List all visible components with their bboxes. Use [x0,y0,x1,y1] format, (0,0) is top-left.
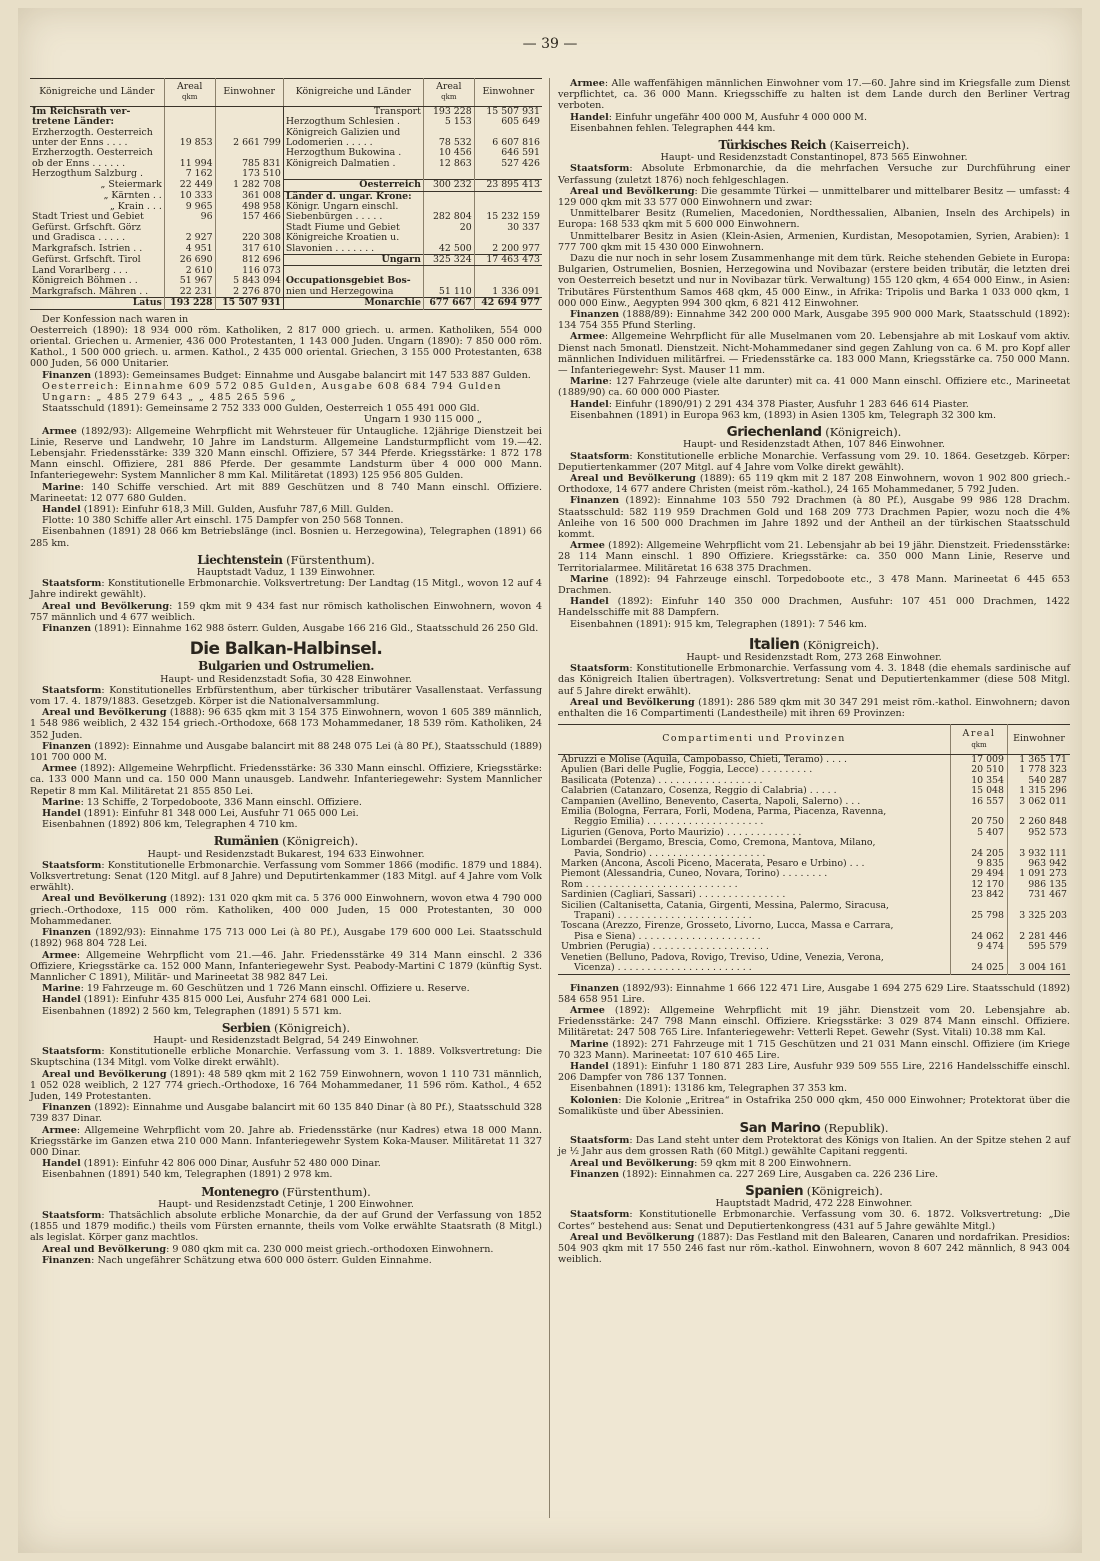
population-cell: 15 507 931 [474,107,542,117]
population-cell: 527 426 [474,159,542,169]
montenegro-heading: Montenegro (Fürstenthum). [201,1184,371,1199]
se-pop: Areal und Bevölkerung (1891): 48 589 qkm mit 2 162 759 Einwohnern, wovon 1 110 731 männlich, 1 052 028 weiblich, 2 127 774 griech.-Orthodoxe, 16 764 Mohammedaner, 11 596 röm. Kathol., 4 652 Juden, 149 Protestanten. [30,1068,542,1102]
gr-navy: Marine (1892): 94 Fahrzeuge einschl. Torpedoboote etc., 3 478 Mann. Marineetat 6 445 653 Drachmen. [558,573,1070,596]
province-name: Pavia, Sondrio) . . . . . . . . . . . . . . . . . . . . [574,848,766,859]
kt-header-area-2: Areal qkm [423,79,474,107]
tu-trade: Handel: Einfuhr (1890/91) 2 291 434 378 Piaster, Ausfuhr 1 283 646 614 Piaster. [570,398,969,410]
province-area: 9 835 [951,859,1008,869]
area-cell: 282 804 [423,212,474,222]
land-name-cell: Königreich Galizien und [283,128,423,138]
land-name-cell: Markgrafsch. Istrien . . [32,242,143,254]
population-cell [215,117,283,127]
province-population: 1 091 273 [1008,869,1071,879]
at-rail: Eisenbahnen (1891) 28 066 km Betriebslänge (incl. Bosnien u. Herzegowina), Telegraphen (1891) 66 285 km. [30,526,542,549]
population-cell: 2 200 977 [474,244,542,255]
land-name-cell: Oesterreich [283,180,423,191]
at-navy: Marine: 140 Schiffe verschied. Art mit 889 Geschützen und 8 740 Mann einschl. Offiziere. Marineetat: 12 077 680 Gulden. [30,481,542,504]
land-name-cell: Königr. Ungarn einschl. [283,202,423,212]
area-cell: 96 [164,212,215,222]
confession-intro: Der Konfession nach waren in [42,313,189,325]
sum-cell: 677 667 [423,298,474,309]
population-cell [474,266,542,276]
area-cell: 22 231 [164,287,215,298]
tu-fin: Finanzen (1888/89): Einnahme 342 200 000 Mark, Ausgabe 395 900 000 Mark, Staatsschuld (1892): 134 754 355 Pfund Sterling. [558,309,1070,332]
bulgaria-heading: Bulgarien und Ostrumelien. [198,659,374,674]
area-cell: 193 228 [423,107,474,117]
land-name-cell: Gefürst. Grfschft. Görz [32,221,141,233]
population-cell: 812 696 [215,255,283,266]
province-area: 17 009 [951,754,1008,765]
at-budget-hungary: Ungarn: „ 485 279 643 „ „ 485 265 596 „ [42,391,297,403]
province-name: Umbrien (Perugia) . . . . . . . . . . . . . . . . . . . . [561,942,769,953]
liechtenstein-heading: Liechtenstein (Fürstenthum). [197,552,375,567]
area-cell: 5 153 [423,117,474,127]
province-name: Campanien (Avellino, Benevento, Caserta, Napoli, Salerno) . . . [561,796,861,807]
population-cell: 646 591 [474,148,542,158]
province-population: 3 932 111 [1008,849,1071,859]
tu-europe: Unmittelbarer Besitz (Rumelien, Macedonien, Nordthessalien, Albanien, Inseln des Archipels) in Europa: 168 533 qkm mit 5 600 000 Einwohnern. [558,208,1070,231]
area-cell [164,107,215,117]
it-colonies: Kolonien: Die Kolonie „Eritrea“ in Ostafrika 250 000 qkm, 450 000 Einwohner; Protektorat über die Somaliküste und über Abessinien. [558,1094,1070,1117]
province-population: 2 281 446 [1008,932,1071,942]
land-name-cell: tretene Länder: [32,116,114,128]
italy-capital: Haupt- und Residenzstadt Rom, 273 268 Einwohner. [686,651,942,663]
me-trade: Handel: Einfuhr ungefähr 400 000 M, Ausfuhr 4 000 000 M. [570,111,868,123]
province-name-line: Lombardei (Bergamo, Brescia, Como, Cremona, Mantova, Milano, [561,837,876,849]
serbia-heading: Serbien (Königreich). [221,1020,351,1035]
tu-other: Dazu die nur noch in sehr losem Zusammenhange mit dem türk. Reiche stehenden Gebiete in Europa: Bulgarien, Ostrumelien, Bosnien, Herzegowina und Novibazar (erstere beiden tributär, die letzten drei von Oesterreich besetzt und nur in Novibazar türk. Verwaltung) 155 120 qkm, 4 654 000 Einw., in Asien: Tributäres Fürstenthum Samos 468 qkm, 45 000 Einw., in Afrika: Tripolis und Barka 1 033 000 qkm, 1 000 000 Einw., Aegypten 994 300 qkm, 6 821 412 Einwohner. [558,253,1070,309]
left-column [30,78,542,1266]
area-cell: 300 232 [423,180,474,191]
land-name-cell: Erzherzogth. Oesterreich [32,126,153,138]
land-name-cell [283,169,423,179]
province-area: 24 205 [951,849,1008,859]
province-population: 952 573 [1008,828,1071,838]
it-rail: Eisenbahnen (1891): 13186 km, Telegraphen 37 353 km. [570,1083,848,1095]
ru-rail: Eisenbahnen (1892) 2 560 km, Telegraphen (1891) 5 571 km. [42,1005,342,1017]
land-name-cell: Erzherzogth. Oesterreich [32,147,153,159]
ru-navy: Marine: 19 Fahrzeuge m. 60 Geschützen und 1 726 Mann einschl. Offiziere u. Reserve. [42,983,470,995]
area-cell: 10 456 [423,148,474,158]
province-name-line: Toscana (Arezzo, Firenze, Grosseto, Livorno, Lucca, Massa e Carrara, [561,920,894,932]
area-cell: 9 965 [164,202,215,212]
se-army: Armee: Allgemeine Wehrpflicht vom 20. Jahre ab. Friedensstärke (nur Kadres) etwa 18 000 Mann. Kriegsstärke im Ganzen etwa 210 000 Mann. Infanteriegewehr System Koka-Mauser. Militäretat 11 327 000 Dinar. [30,1124,542,1158]
ru-pop: Areal und Bevölkerung (1892): 131 020 qkm mit ca. 5 376 000 Einwohnern, wovon etwa 4 790 000 griech.-Orthodoxe, 115 000 röm. Katholiken, 400 000 Juden, 15 000 Protestanten, 30 000 Mohammedaner. [30,893,542,927]
population-cell: 5 843 094 [215,276,283,286]
province-area: 24 025 [951,963,1008,974]
serbia-capital: Haupt- und Residenzstadt Belgrad, 54 249 Einwohner. [153,1034,419,1046]
province-area: 12 170 [951,880,1008,890]
province-population: 731 467 [1008,890,1071,900]
column-rule [549,78,550,1518]
population-cell: 157 466 [215,212,283,222]
area-cell: 78 532 [423,138,474,148]
sm-state: Staatsform: Das Land steht unter dem Protektorat des Königs von Italien. An der Spitze stehen 2 auf je ½ Jahr aus dem grossen Rath (60 Mitgl.) gewählte Capitani reggenti. [558,1135,1070,1158]
newspaper-page [18,8,1082,1553]
ru-state: Staatsform: Konstitutionelle Erbmonarchie. Verfassung vom Sommer 1866 (modific. 1879 und 1884). Volksvertretung: Senat (120 Mitgl. auf 8 Jahre) und Deputirtenkammer (183 Mitgl. auf 4 Jahre vom Volk erwählt). [30,859,542,894]
mo-state: Staatsform: Thatsächlich absolute erbliche Monarchie, da der auf Grund der Verfassung von 1852 (1855 und 1879 modific.) theils vom Fürsten ernannte, theils vom Volke erwählte Staatsrath (8 Mitgl.) als legislat. Körper ganz machtlos. [30,1209,542,1244]
population-cell: 6 607 816 [474,138,542,148]
at-fleet: Flotte: 10 380 Schiffe aller Art einschl. 175 Dampfer von 250 568 Tonnen. [42,515,404,527]
province-population: 986 135 [1008,880,1071,890]
romania-capital: Haupt- und Residenzstadt Bukarest, 194 633 Einwohner. [147,848,425,860]
area-cell: 2 610 [164,266,215,276]
table-row [30,244,542,255]
population-cell: 17 463 473 [474,255,542,266]
province-population: 3 004 161 [1008,963,1071,974]
gr-fin: Finanzen (1892): Einnahme 103 550 792 Drachmen (à 80 Pf.), Ausgabe 99 986 128 Drachm. Staatsschuld: 582 119 959 Drachmen Gold und 168 209 773 Drachmen Papier, wozu noch die 4% Anleihe von 16 500 000 Drachmen im Jahre 1892 und der Antheil an der türkischen Staatsschuld kommt. [558,495,1070,540]
bu-rail: Eisenbahnen (1892) 806 km, Telegraphen 4 710 km. [42,819,298,831]
province-name: Rom . . . . . . . . . . . . . . . . . . . . . . . . . . [561,879,738,890]
province-name: Marken (Ancona, Ascoli Piceno, Macerata, Pesaro e Urbino) . . . [561,859,865,870]
land-name-cell: Stadt Triest und Gebiet [32,211,144,223]
ru-trade: Handel (1891): Einfuhr 435 815 000 Lei, Ausfuhr 274 681 000 Lei. [42,994,371,1006]
population-cell [474,191,542,202]
land-name-cell: Königreich Dalmatien . [283,159,423,169]
land-name-cell: Land Vorarlberg . . . [32,264,128,276]
tu-rail: Eisenbahnen (1891) in Europa 963 km, (1893) in Asien 1305 km, Telegraph 32 300 km. [570,409,997,421]
pt-header-provinces: Compartimenti und Provinzen [558,725,951,755]
me-army: Armee: Alle waffenfähigen männlichen Einwohner vom 17.—60. Jahre sind im Kriegsfalle zum Dienst verpflichtet, ca. 36 000 Mann. Kriegsschiffe zu halten ist dem Lande durch den Berliner Vertrag verboten. [558,78,1070,112]
province-population: 3 062 011 [1008,797,1071,807]
area-cell: 26 690 [164,255,215,266]
area-cell [423,191,474,202]
province-name: Reggio Emilia) . . . . . . . . . . . . . . . . . . . . [574,817,764,828]
me-rail: Eisenbahnen fehlen. Telegraphen 444 km. [570,122,776,134]
sp-state: Staatsform: Konstitutionelle Erbmonarchie. Verfassung vom 30. 6. 1872. Volksvertretung: „Die Cortes“ bestehend aus: Senat und Deputiertenkongress (431 auf 5 Jahre gewählte Mitgl.) [558,1209,1070,1232]
province-area: 24 062 [951,932,1008,942]
bu-pop: Areal und Bevölkerung (1888): 96 635 qkm mit 3 154 375 Einwohnern, wovon 1 605 389 männlich, 1 548 986 weiblich, 2 432 154 griech.-Orthodoxe, 668 173 Mohammedaner, 18 539 röm. Katholiken, 24 352 Juden. [30,707,542,741]
bu-army: Armee (1892): Allgemeine Wehrpflicht. Friedensstärke: 36 330 Mann einschl. Offiziere, Kriegsstärke: ca. 133 000 Mann und ca. 150 000 Mann unausgeb. Landwehr. Infanteriegewehr: System Mannlicher Repetir 8 mm Kal. Militäretat 21 855 850 Lei. [30,763,542,797]
it-trade: Handel (1891): Einfuhr 1 180 871 283 Lire, Ausfuhr 939 509 555 Lire, 2216 Handelsschiffe einschl. 206 Dampfer von 786 137 Tonnen. [558,1060,1070,1084]
spain-heading: Spanien (Königreich). [745,1182,883,1199]
sum-cell: Latus [30,298,164,309]
at-finance: Finanzen (1893): Gemeinsames Budget: Einnahme und Ausgabe balancirt mit 147 533 887 Gulden. [42,369,531,381]
province-population: 963 942 [1008,859,1071,869]
area-cell: 7 162 [164,169,215,179]
sum-cell: Monarchie [283,298,423,309]
bulgaria-capital: Haupt- und Residenzstadt Sofia, 30 428 Einwohner. [160,673,412,685]
population-cell: 498 958 [215,202,283,212]
area-cell: 42 500 [423,244,474,255]
population-cell: 2 661 799 [215,138,283,148]
kt-header-area-1: Areal qkm [164,79,215,107]
greece-capital: Haupt- und Residenzstadt Athen, 107 846 Einwohner. [683,439,945,451]
ru-army: Armee: Allgemeine Wehrpflicht vom 21.—46. Jahr. Friedensstärke 49 314 Mann einschl. 2 336 Offiziere, Kriegsstärke ca. 152 000 Mann, Infanteriegewehr Syst. Peabody-Martini C 1879 (künftig Syst. Mannlicher C 1891), Militär- und Marineetat 38 982 847 Lei. [30,949,542,983]
land-name-cell: Siebenbürgen . . . . . [283,212,423,222]
province-name: Ligurien (Genova, Porto Maurizio) . . . . . . . . . . . . . [561,827,802,838]
tu-navy: Marine: 127 Fahrzeuge (viele alte darunter) mit ca. 41 000 Mann einschl. Offiziere etc., Marineetat (1889/90) ca. 60 000 000 Piaster. [558,376,1070,399]
province-name: Calabrien (Catanzaro, Cosenza, Reggio di Calabria) . . . . . [561,786,837,797]
population-cell: 605 649 [474,117,542,127]
area-cell [164,117,215,127]
gr-rail: Eisenbahnen (1891): 915 km, Telegraphen (1891): 7 546 km. [570,618,867,630]
land-name-cell: unter der Enns . . . . [32,137,128,149]
area-cell: 11 994 [164,159,215,169]
population-cell: 361 008 [215,191,283,202]
area-cell: 22 449 [164,180,215,191]
se-trade: Handel (1891): Einfuhr 42 806 000 Dinar, Ausfuhr 52 480 000 Dinar. [42,1158,381,1170]
population-cell: 30 337 [474,223,542,233]
sum-cell: 15 507 931 [215,298,283,309]
bu-state: Staatsform: Konstitutionelles Erbfürstenthum, aber türkischer tributärer Vasallenstaat. Verfassung vom 17. 4. 1879/1883. Gesetzgeb. Körper ist die Nationalversammlung. [30,684,542,708]
land-name-cell: Lodomerien . . . . . [283,138,423,148]
population-cell: 785 831 [215,159,283,169]
province-population: 2 260 848 [1008,817,1071,827]
bu-fin: Finanzen (1892): Einnahme und Ausgabe balancirt mit 88 248 075 Lei (à 80 Pf.), Staatsschuld (1889) 101 700 000 M. [30,740,542,764]
land-name-cell: Königreiche Kroatien u. [283,233,423,243]
area-cell [423,169,474,179]
austria-hungary-table [30,78,542,310]
province-population: 1 365 171 [1008,754,1071,765]
table-sum-row [30,298,542,309]
province-area: 15 048 [951,786,1008,796]
province-area: 29 494 [951,869,1008,879]
land-name-cell: Länder d. ungar. Krone: [283,191,423,202]
at-army: Armee (1892/93): Allgemeine Wehrpflicht mit Wehrsteuer für Untaugliche. 12jährige Dienstzeit bei Linie, Reserve und Landwehr, 10 Jahre im Landsturm. Allgemeine Landsturmpflicht vom 19.—42. Lebensjahr. Friedensstärke: 339 320 Mann einschl. Offiziere, 57 344 Pferde. Kriegsstärke: 1 872 178 Mann einschl. Offiziere, 281 886 Pferde. Der gesammte Landsturm über 4 000 000 Mann. Infanteriegewehr: System Mannlicher 8 mm Kal. Militäretat (1893) 125 956 805 Gulden. [30,425,542,482]
tu-asia: Unmittelbarer Besitz in Asien (Klein-Asien, Armenien, Kurdistan, Mesopotamien, Syrien, Arabien): 1 777 700 qkm mit 15 430 000 Einwohnern. [558,230,1070,253]
tu-army: Armee: Allgemeine Wehrpflicht für alle Muselmanen vom 20. Lebensjahre ab mit Loskauf vom aktiv. Dienst nach 5monatl. Dienstzeit. Nicht-Mohammedaner sind gegen Zahlung von ca. 6 M. pro Kopf aller männlichen Individuen militärfrei. — Friedensstärke ca. 183 000 Mann, Kriegsstärke ca. 750 000 Mann. — Infanteriegewehr: Syst. Mauser 11 mm. [558,331,1070,377]
kt-header-lands-2: Königreiche und Länder [283,79,423,107]
bu-navy: Marine: 13 Schiffe, 2 Torpedoboote, 336 Mann einschl. Offiziere. [42,796,362,808]
land-name-cell: „ Steiermark [100,178,162,190]
greece-heading: Griechenland (Königreich). [726,424,902,441]
province-name: Trapani) . . . . . . . . . . . . . . . . . . . . . . . [574,911,752,922]
area-cell: 10 333 [164,191,215,202]
turkey-capital: Haupt- und Residenzstadt Constantinopel, 873 565 Einwohner. [660,152,968,164]
population-cell [474,169,542,179]
area-cell: 2 927 [164,233,215,243]
sm-pop: Areal und Bevölkerung: 59 qkm mit 8 200 Einwohnern. [570,1157,852,1169]
romania-heading: Rumänien (Königreich). [213,834,359,849]
province-population: 540 287 [1008,776,1071,786]
se-state: Staatsform: Konstitutionelle erbliche Monarchie. Verfassung vom 3. 1. 1889. Volksvertretung: Die Skuptschina (134 Mitgl. vom Volke direkt erwählt). [30,1046,542,1069]
kt-header-pop-2: Einwohner [474,79,542,107]
land-name-cell: Herzogthum Schlesien . [283,117,423,127]
sum-cell: 193 228 [164,298,215,309]
land-name-cell: Ungarn [283,255,423,266]
bu-trade: Handel (1891): Einfuhr 81 348 000 Lei, Ausfuhr 71 065 000 Lei. [42,808,359,820]
province-name-line: Sicilien (Caltanisetta, Catania, Girgenti, Messina, Palermo, Siracusa, [561,899,889,911]
pt-header-pop: Einwohner [1008,725,1071,755]
pt-header-area: Areal qkm [951,725,1008,755]
it-navy: Marine (1892): 271 Fahrzeuge mit 1 715 Geschützen und 21 031 Mann einschl. Offiziere (im Kriege 70 323 Mann). Marineetat: 107 610 465 Lire. [558,1038,1070,1061]
province-area: 16 557 [951,797,1008,807]
sm-fin: Finanzen (1892): Einnahmen ca. 227 269 Lire, Ausgaben ca. 226 236 Lire. [570,1168,939,1180]
province-area: 10 354 [951,776,1008,786]
province-name: Piemont (Alessandria, Cuneo, Novara, Torino) . . . . . . . . [561,869,828,880]
population-cell: 2 276 870 [215,287,283,298]
land-name-cell: Slavonien . . . . . . . [283,244,423,255]
land-name-cell: Herzogthum Bukowina . [283,148,423,158]
province-name-line: Venetien (Belluno, Padova, Rovigo, Treviso, Udine, Venezia, Verona, [561,951,884,963]
province-area: 20 750 [951,817,1008,827]
se-fin: Finanzen (1892): Einnahme und Ausgabe balancirt mit 60 135 840 Dinar (à 80 Pf.), Staatsschuld 328 739 837 Dinar. [30,1102,542,1125]
at-debt: Staatsschuld (1891): Gemeinsame 2 752 333 000 Gulden, Oesterreich 1 055 491 000 Gld. [42,403,480,415]
italy-provinces-table [558,724,1070,974]
liechtenstein-capital: Hauptstadt Vaduz, 1 139 Einwohner. [196,567,376,578]
province-area: 25 798 [951,911,1008,921]
montenegro-capital: Haupt- und Residenzstadt Cetinje, 1 200 Einwohner. [158,1198,414,1210]
area-cell: 20 [423,223,474,233]
balkan-heading: Die Balkan-Halbinsel. [189,639,383,660]
at-trade: Handel (1891): Einfuhr 618,3 Mill. Gulden, Ausfuhr 787,6 Mill. Gulden. [42,503,394,515]
province-name: Apulien (Bari delle Puglie, Foggia, Lecce) . . . . . . . . . [561,765,813,776]
italy-heading: Italien (Königreich). [748,634,880,653]
province-name: Abruzzi e Molise (Aquila, Campobasso, Chieti, Teramo) . . . . [561,754,848,765]
at-budget-austria: Oesterreich: Einnahme 609 572 085 Gulden, Ausgabe 608 684 794 Gulden [42,380,502,392]
population-cell: 23 895 413 [474,180,542,191]
area-cell: 51 110 [423,287,474,298]
land-name-cell: Transport [283,107,423,117]
kt-header-pop-1: Einwohner [215,79,283,107]
land-name-cell: Herzogthum Salzburg . [32,168,143,180]
land-name-cell: Stadt Fiume und Gebiet [283,223,423,233]
page-number: — 39 — [522,36,578,52]
population-cell: 220 308 [215,233,283,243]
province-name: Basilicata (Potenza) . . . . . . . . . . . . . . . . . . [561,775,763,786]
province-name: Vicenza) . . . . . . . . . . . . . . . . . . . . . . . [574,963,752,974]
province-name-line: Emilia (Bologna, Ferrara, Forli, Modena, Parma, Piacenza, Ravenna, [561,806,887,818]
population-cell: 15 232 159 [474,212,542,222]
area-cell [423,266,474,276]
province-population: 595 579 [1008,942,1071,952]
san-marino-heading: San Marino (Republik). [739,1119,889,1136]
gr-army: Armee (1892): Allgemeine Wehrpflicht vom 21. Lebensjahr ab bei 19 jähr. Dienstzeit. Friedensstärke: 28 114 Mann einschl. 1 890 Offiziere. Kriegsstärke: ca. 350 000 Mann Linie, Reserve und Territorialarmee. Militäretat 16 638 375 Drachmen. [558,540,1070,574]
area-cell: 19 853 [164,138,215,148]
province-population: 3 325 203 [1008,911,1071,921]
province-population: 1 315 296 [1008,786,1071,796]
gr-trade: Handel (1892): Einfuhr 140 350 000 Drachmen, Ausfuhr: 107 451 000 Drachmen, 1422 Handelsschiffe mit 88 Dampfern. [558,596,1070,619]
area-cell: 325 324 [423,255,474,266]
land-name-cell: ob der Enns . . . . . . [32,157,126,169]
li-pop: Areal und Bevölkerung: 159 qkm mit 9 434 fast nur römisch katholischen Einwohnern, wovon 4 757 männlich und 4 677 weiblich. [30,600,542,623]
ru-fin: Finanzen (1892/93): Einnahme 175 713 000 Lei (à 80 Pf.), Ausgabe 179 600 000 Lei. Staatsschuld (1892) 968 804 728 Lei. [30,927,542,950]
confession-text: Oesterreich (1890): 18 934 000 röm. Katholiken, 2 817 000 griech. u. armen. Katholiken, 554 000 oriental. Griechen u. Armenier, 436 000 Protestanten, 1 143 000 Juden. Ungarn (1890): 7 850 000 röm. Kathol., 1 500 000 griech. u. armen. Kathol., 2 435 000 oriental. Griechen, 3 155 000 Protestanten, 638 000 Juden, 56 000 Unitarier. [30,324,542,370]
province-area: 20 510 [951,765,1008,775]
it-fin: Finanzen (1892/93): Einnahme 1 666 122 471 Lire, Ausgabe 1 694 275 629 Lire. Staatsschuld (1892) 584 658 951 Lire. [558,982,1070,1005]
at-debt-hungary: Ungarn 1 930 115 000 „ [363,414,482,426]
land-name-cell: „ Kärnten . . [103,190,162,202]
li-state: Staatsform: Konstitutionelle Erbmonarchie. Volksvertretung: Der Landtag (15 Mitgl., wovon 12 auf 4 Jahre indirekt gewählt). [30,578,542,601]
province-population: 1 778 323 [1008,765,1071,775]
province-area: 23 842 [951,890,1008,900]
gr-pop: Areal und Bevölkerung (1889): 65 119 qkm mit 2 187 208 Einwohnern, wovon 1 902 800 griech.-Orthodoxe, 14 677 andere Christen (meist röm.-kathol.), 24 165 Mohammedaner, 5 792 Juden. [558,472,1070,496]
land-name-cell: Occupationsgebiet Bos- [283,276,423,286]
land-name-cell: Markgrafsch. Mähren . . [32,285,149,297]
population-cell: 116 073 [215,266,283,276]
kt-header-lands-1: Königreiche und Länder [30,79,164,107]
tu-pop: Areal und Bevölkerung: Die gesammte Türkei — unmittelbarer und mittelbarer Besitz — umfasst: 4 129 000 qkm mit 33 577 000 Einwohnern und zwar: [558,185,1070,209]
population-cell: 317 610 [215,244,283,255]
right-column [558,78,1070,1265]
land-name-cell: nien und Herzegowina [283,287,423,298]
area-cell: 4 951 [164,244,215,255]
province-area: 9 474 [951,942,1008,952]
land-name-cell: Im Reichsrath ver- [32,105,131,117]
turkey-heading: Türkisches Reich (Kaiserreich). [718,138,910,153]
it-state: Staatsform: Konstitutionelle Erbmonarchie. Verfassung vom 4. 3. 1848 (die ehemals sardinische auf das Königreich Italien übertragen). Volksvertretung: Senat und Deputiertenkammer (diese 508 Mitgl. auf 5 Jahre direkt erwählt). [558,663,1070,697]
population-cell [215,107,283,117]
land-name-cell: Gefürst. Grfschft. Tirol [32,253,141,265]
table-row [30,287,542,298]
spain-capital: Hauptstadt Madrid, 472 228 Einwohner. [715,1198,913,1210]
province-area: 5 407 [951,828,1008,838]
province-name: Pisa e Siena) . . . . . . . . . . . . . . . . . . . . . [574,931,761,942]
area-cell: 51 967 [164,276,215,286]
table-row [558,963,1070,974]
land-name-cell: Königreich Böhmen . . [32,275,138,287]
sp-pop: Areal und Bevölkerung (1887): Das Festland mit den Balearen, Canaren und nordafrikan. Presidios: 504 903 qkm mit 17 550 246 fast nur röm.-kathol. Einwohnern, wovon 8 607 242 männlich, 8 943 004 weiblich. [558,1231,1070,1266]
li-fin: Finanzen (1891): Einnahme 162 988 österr. Gulden, Ausgabe 166 216 Gld., Staatsschuld 26 250 Gld. [42,623,539,635]
se-rail: Eisenbahnen (1891) 540 km, Telegraphen (1891) 2 978 km. [42,1169,333,1181]
sum-cell: 42 694 977 [474,298,542,309]
population-cell: 1 336 091 [474,287,542,298]
land-name-cell: „ Krain . . . [109,200,162,212]
it-pop: Areal und Bevölkerung (1891): 286 589 qkm mit 30 347 291 meist röm.-kathol. Einwohnern; davon enthalten die 16 Compartimenti (Landestheile) mit ihren 69 Provinzen: [558,696,1070,719]
mo-fin: Finanzen: Nach ungefährer Schätzung etwa 600 000 österr. Gulden Einnahme. [42,1254,432,1266]
area-cell: 12 863 [423,159,474,169]
it-army: Armee (1892): Allgemeine Wehrpflicht mit 19 jähr. Dienstzeit vom 20. Lebensjahre ab. Friedensstärke: 247 798 Mann einschl. Offiziere. Kriegsstärke: 3 029 874 Mann einschl. Offiziere. Militäretat: 247 508 765 Lire. Infanteriegewehr: Vetterli Repet. Gewehr (Syst. Vitali) 10.38 mm Kal. [558,1004,1070,1039]
gr-state: Staatsform: Konstitutionelle erbliche Monarchie. Verfassung vom 29. 10. 1864. Gesetzgeb. Körper: Deputiertenkammer (207 Mitgl. auf 4 Jahre vom Volke direkt gewählt). [558,450,1070,473]
province-name: Sardinien (Cagliari, Sassari) . . . . . . . . . . . . . . . [561,890,786,901]
tu-state: Staatsform: Absolute Erbmonarchie, da die mehrfachen Versuche zur Durchführung einer Verfassung (zuletzt 1876) noch fehlgeschlagen. [558,163,1070,186]
population-cell: 1 282 708 [215,180,283,191]
land-name-cell: und Gradisca . . . . . [32,232,126,244]
mo-pop: Areal und Bevölkerung: 9 080 qkm mit ca. 230 000 meist griech.-orthodoxen Einwohnern. [42,1243,494,1255]
population-cell: 173 510 [215,169,283,179]
